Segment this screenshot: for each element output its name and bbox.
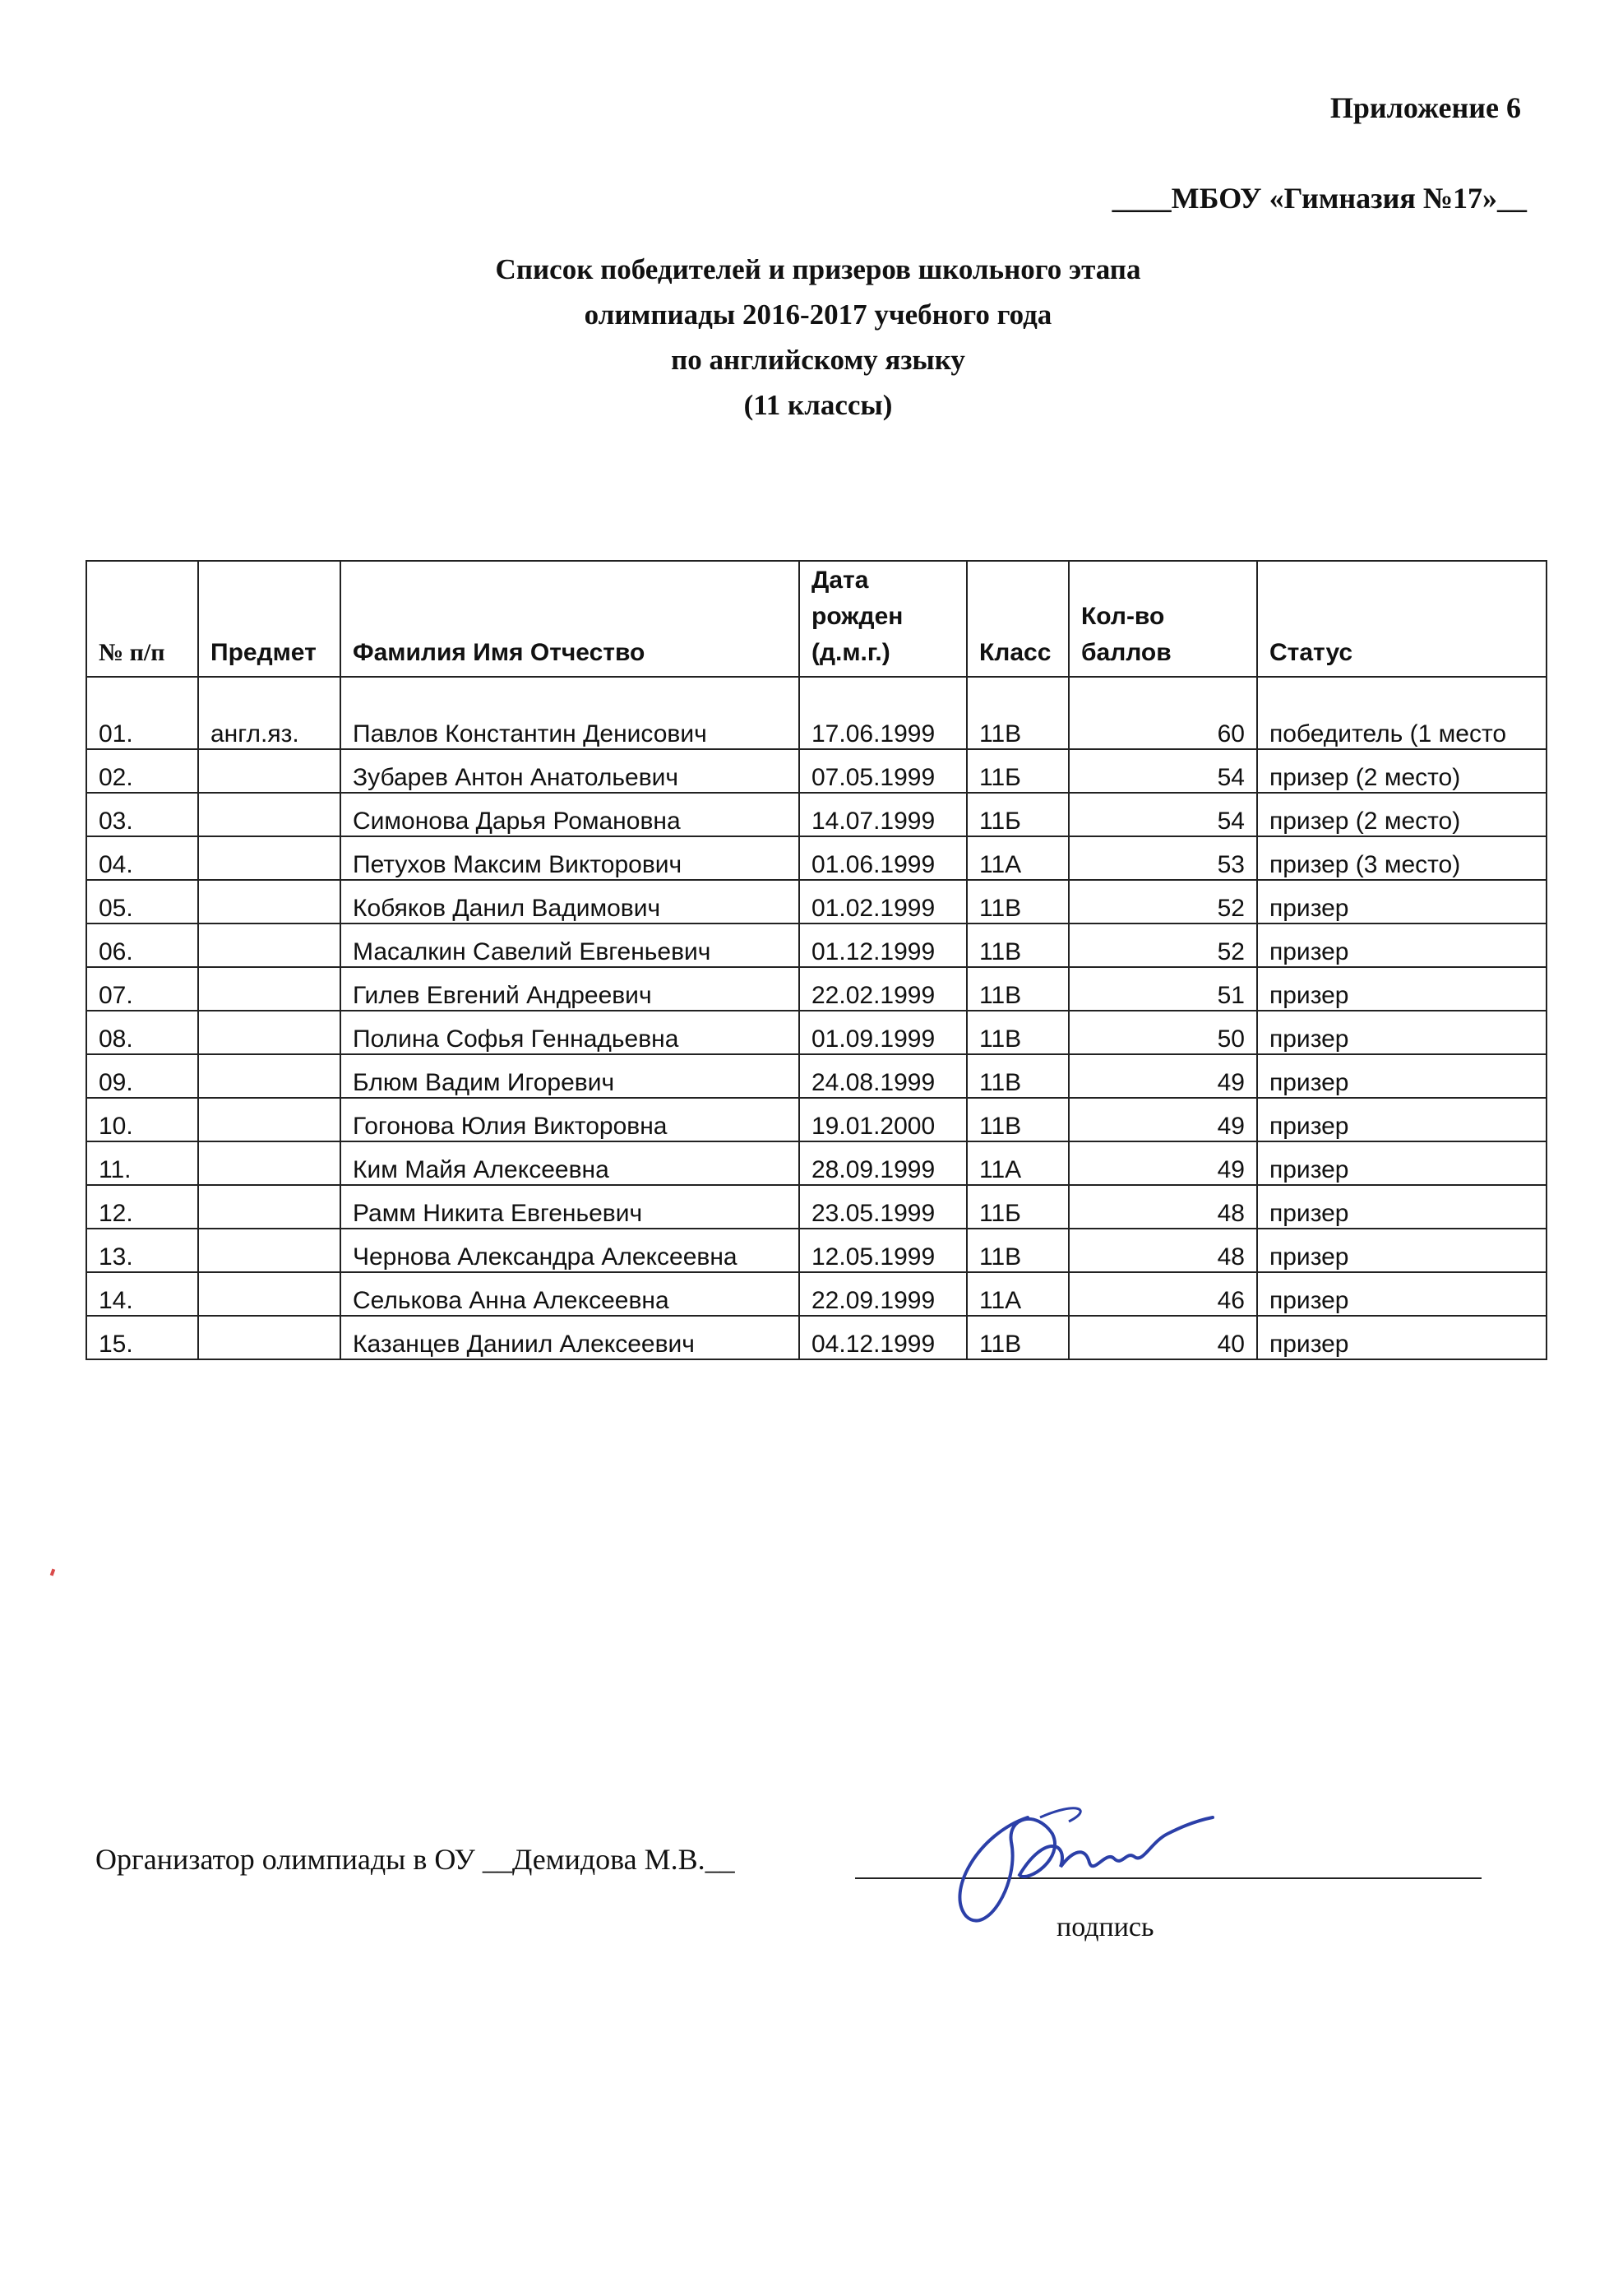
appendix-label: Приложение 6 bbox=[1329, 91, 1521, 124]
table-cell: 11Б bbox=[967, 793, 1069, 836]
table-cell: призер bbox=[1257, 967, 1547, 1011]
table-row bbox=[86, 923, 1547, 967]
table-cell: Рамм Никита Евгеньевич bbox=[340, 1185, 799, 1229]
table-cell: 12. bbox=[86, 1185, 198, 1229]
table-row bbox=[86, 793, 1547, 836]
table-cell bbox=[198, 923, 340, 967]
table-cell: 01.06.1999 bbox=[799, 836, 967, 880]
table-cell: 06. bbox=[86, 923, 198, 967]
table-cell: 24.08.1999 bbox=[799, 1054, 967, 1098]
column-header: Кол-во баллов bbox=[1069, 561, 1257, 677]
table-cell: 01.09.1999 bbox=[799, 1011, 967, 1054]
table-cell: 14.07.1999 bbox=[799, 793, 967, 836]
table-cell bbox=[198, 1272, 340, 1316]
table-cell: 10. bbox=[86, 1098, 198, 1141]
table-cell: 54 bbox=[1069, 749, 1257, 793]
table-cell: 08. bbox=[86, 1011, 198, 1054]
table-cell bbox=[198, 1185, 340, 1229]
table-cell: призер (2 место) bbox=[1257, 793, 1547, 836]
table-row bbox=[86, 836, 1547, 880]
table-cell: 09. bbox=[86, 1054, 198, 1098]
table-cell bbox=[198, 1316, 340, 1359]
table-cell: 48 bbox=[1069, 1185, 1257, 1229]
table-cell: Ким Майя Алексеевна bbox=[340, 1141, 799, 1185]
table-row bbox=[86, 1185, 1547, 1229]
table-cell: 07.05.1999 bbox=[799, 749, 967, 793]
table-cell: Симонова Дарья Романовна bbox=[340, 793, 799, 836]
table-cell: 11А bbox=[967, 1272, 1069, 1316]
table-cell: 01. bbox=[86, 677, 198, 749]
table-cell: 28.09.1999 bbox=[799, 1141, 967, 1185]
table-cell: Блюм Вадим Игоревич bbox=[340, 1054, 799, 1098]
table-cell: 49 bbox=[1069, 1054, 1257, 1098]
table-header-row bbox=[86, 561, 1547, 677]
table-cell: призер bbox=[1257, 923, 1547, 967]
table-cell: призер bbox=[1257, 1316, 1547, 1359]
table-cell: призер (2 место) bbox=[1257, 749, 1547, 793]
table-row bbox=[86, 749, 1547, 793]
table-cell: 14. bbox=[86, 1272, 198, 1316]
table-cell: Масалкин Савелий Евгеньевич bbox=[340, 923, 799, 967]
table-cell: призер bbox=[1257, 1054, 1547, 1098]
title-line-1: Список победителей и призеров школьного этапа bbox=[495, 253, 1141, 285]
title-line-2: олимпиады 2016-2017 учебного года bbox=[584, 299, 1052, 331]
stray-mark bbox=[50, 1569, 55, 1576]
table-cell bbox=[198, 836, 340, 880]
table-cell: призер bbox=[1257, 880, 1547, 923]
table-cell bbox=[198, 880, 340, 923]
table-cell: 52 bbox=[1069, 923, 1257, 967]
table-cell: 04. bbox=[86, 836, 198, 880]
table-row bbox=[86, 967, 1547, 1011]
table-cell: англ.яз. bbox=[198, 677, 340, 749]
table-cell: Петухов Максим Викторович bbox=[340, 836, 799, 880]
table-row bbox=[86, 880, 1547, 923]
table-cell: 49 bbox=[1069, 1141, 1257, 1185]
table-cell: 51 bbox=[1069, 967, 1257, 1011]
table-row bbox=[86, 1229, 1547, 1272]
table-cell: 46 bbox=[1069, 1272, 1257, 1316]
table-cell: 50 bbox=[1069, 1011, 1257, 1054]
table-cell: призер bbox=[1257, 1098, 1547, 1141]
table-cell: 11В bbox=[967, 1316, 1069, 1359]
table-cell bbox=[198, 1054, 340, 1098]
column-header: Класс bbox=[967, 561, 1069, 677]
table-cell: 23.05.1999 bbox=[799, 1185, 967, 1229]
table-cell: призер bbox=[1257, 1272, 1547, 1316]
table-cell: 04.12.1999 bbox=[799, 1316, 967, 1359]
table-cell: 03. bbox=[86, 793, 198, 836]
table-cell: 53 bbox=[1069, 836, 1257, 880]
column-header: № п/п bbox=[86, 561, 198, 677]
title-line-4: (11 классы) bbox=[743, 389, 893, 421]
title-line-3: по английскому языку bbox=[671, 344, 965, 376]
table-cell: 11В bbox=[967, 967, 1069, 1011]
table-cell: Павлов Константин Денисович bbox=[340, 677, 799, 749]
table-cell: 11Б bbox=[967, 1185, 1069, 1229]
table-cell: 01.12.1999 bbox=[799, 923, 967, 967]
table-cell: 11В bbox=[967, 1011, 1069, 1054]
table-cell: 22.02.1999 bbox=[799, 967, 967, 1011]
table-cell: Кобяков Данил Вадимович bbox=[340, 880, 799, 923]
table-cell: Зубарев Антон Анатольевич bbox=[340, 749, 799, 793]
table-cell: 02. bbox=[86, 749, 198, 793]
table-cell: 05. bbox=[86, 880, 198, 923]
table-cell: 49 bbox=[1069, 1098, 1257, 1141]
table-cell: 52 bbox=[1069, 880, 1257, 923]
table-cell bbox=[198, 1141, 340, 1185]
table-cell bbox=[198, 967, 340, 1011]
table-cell: 11А bbox=[967, 836, 1069, 880]
table-cell: победитель (1 место bbox=[1257, 677, 1547, 749]
table-cell: 22.09.1999 bbox=[799, 1272, 967, 1316]
table-cell: 11Б bbox=[967, 749, 1069, 793]
table-cell: 01.02.1999 bbox=[799, 880, 967, 923]
column-header: Фамилия Имя Отчество bbox=[340, 561, 799, 677]
table-cell: Казанцев Даниил Алексеевич bbox=[340, 1316, 799, 1359]
table-cell: призер bbox=[1257, 1141, 1547, 1185]
table-cell: призер bbox=[1257, 1011, 1547, 1054]
column-header: Предмет bbox=[198, 561, 340, 677]
table-cell: 07. bbox=[86, 967, 198, 1011]
table-row bbox=[86, 1316, 1547, 1359]
table-cell: 11В bbox=[967, 677, 1069, 749]
table-cell bbox=[198, 749, 340, 793]
table-cell: 11В bbox=[967, 923, 1069, 967]
table-body bbox=[86, 677, 1547, 1359]
table-cell: Полина Софья Геннадьевна bbox=[340, 1011, 799, 1054]
table-cell: 11В bbox=[967, 880, 1069, 923]
table-cell: призер bbox=[1257, 1229, 1547, 1272]
document-title bbox=[0, 247, 1609, 428]
school-name: ____МБОУ «Гимназия №17»__ bbox=[1112, 182, 1527, 215]
table-row bbox=[86, 1098, 1547, 1141]
table-row bbox=[86, 1054, 1547, 1098]
table-cell: 12.05.1999 bbox=[799, 1229, 967, 1272]
table-row bbox=[86, 1272, 1547, 1316]
table-row bbox=[86, 1011, 1547, 1054]
column-header: Статус bbox=[1257, 561, 1547, 677]
table-cell: 60 bbox=[1069, 677, 1257, 749]
table-cell: 11А bbox=[967, 1141, 1069, 1185]
table-cell bbox=[198, 1098, 340, 1141]
table-cell: призер bbox=[1257, 1185, 1547, 1229]
results-table bbox=[86, 560, 1547, 1360]
table-cell: 48 bbox=[1069, 1229, 1257, 1272]
table-cell: 13. bbox=[86, 1229, 198, 1272]
table-cell: призер (3 место) bbox=[1257, 836, 1547, 880]
table-row bbox=[86, 1141, 1547, 1185]
table-cell: Чернова Александра Алексеевна bbox=[340, 1229, 799, 1272]
table-row bbox=[86, 677, 1547, 749]
table-cell bbox=[198, 1229, 340, 1272]
table-cell bbox=[198, 1011, 340, 1054]
table-cell: Селькова Анна Алексеевна bbox=[340, 1272, 799, 1316]
table-cell: 19.01.2000 bbox=[799, 1098, 967, 1141]
table-cell bbox=[198, 793, 340, 836]
signature-caption: подпись bbox=[1056, 1912, 1154, 1942]
table-cell: 54 bbox=[1069, 793, 1257, 836]
table-cell: Гогонова Юлия Викторовна bbox=[340, 1098, 799, 1141]
table-cell: 17.06.1999 bbox=[799, 677, 967, 749]
table-cell: 11В bbox=[967, 1098, 1069, 1141]
table-cell: 40 bbox=[1069, 1316, 1257, 1359]
table-cell: 11В bbox=[967, 1229, 1069, 1272]
table-cell: 11В bbox=[967, 1054, 1069, 1098]
column-header: Дата рожден (д.м.г.) bbox=[799, 561, 967, 677]
table-cell: 11. bbox=[86, 1141, 198, 1185]
table-cell: Гилев Евгений Андреевич bbox=[340, 967, 799, 1011]
organizer-line: Организатор олимпиады в ОУ __Демидова М.В.__ bbox=[95, 1843, 735, 1876]
table-cell: 15. bbox=[86, 1316, 198, 1359]
